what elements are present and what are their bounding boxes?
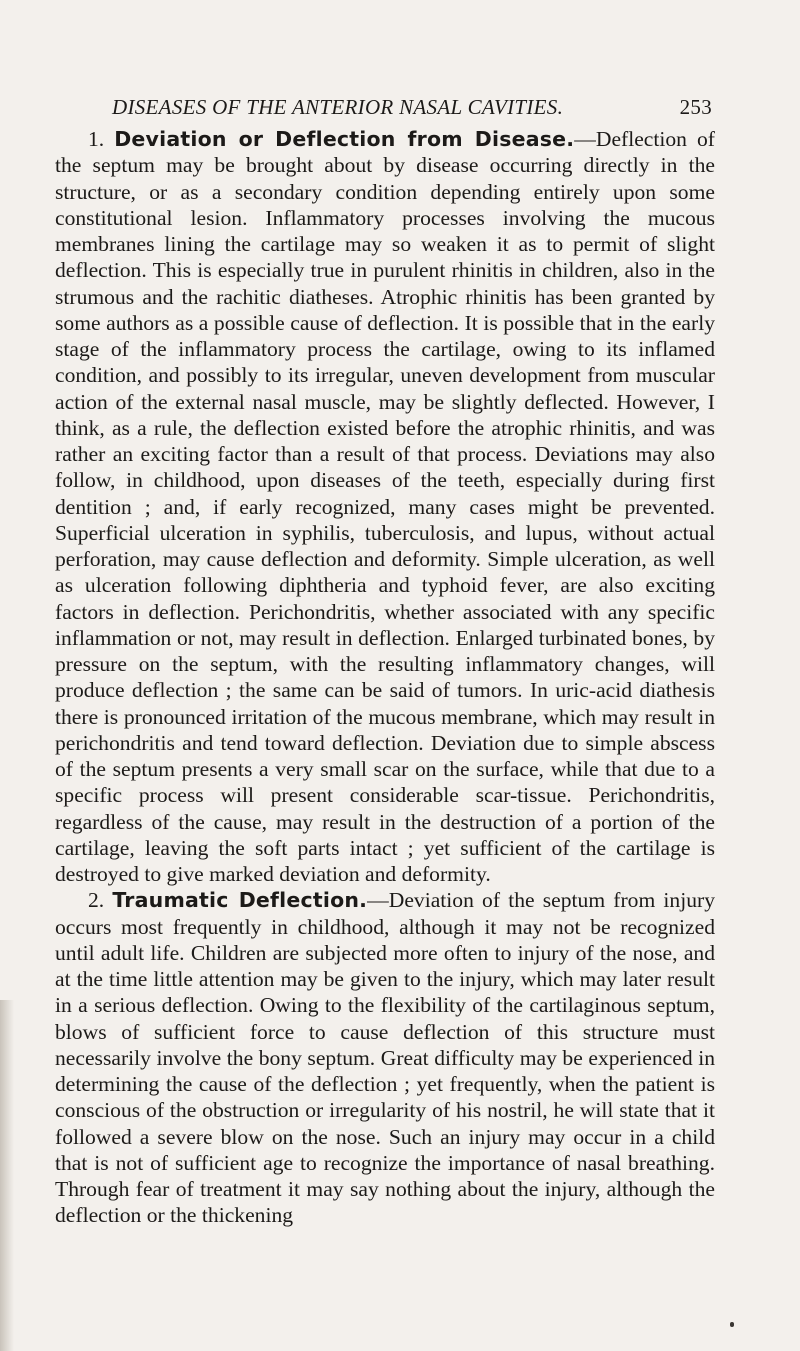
section-heading: Traumatic Deflection.	[112, 888, 368, 913]
page-number: 253	[679, 95, 712, 119]
heading-dash: —	[574, 127, 596, 151]
heading-dash: —	[367, 888, 389, 913]
section-number: 1.	[88, 127, 105, 151]
section-text: Deflection of the septum may be brought about by disease occurring directly in the structure, or as a secondary condition depending entirely upon some constitutional lesion. Inflammatory processes involving the mucous membranes lining the cartilage may so weaken it as to permit of slight deflection. This is especially true in purulent rhinitis in children, also in the strumous and the rachitic diatheses. Atrophic rhinitis has been granted by some authors as a possible cause of deflection. It is possible that in the early stage of the inflammatory process the cartilage, owing to its inflamed condition, and possibly to its irregular, uneven development from muscular action of the external nasal muscle, may be slightly deflected. However, I think, as a rule, the deflection existed before the atrophic rhinitis, and was rather an exciting factor than a result of that process. Deviations may also follow, in childhood, upon diseases of the teeth, especially during first dentition ; and, if early recognized, many cases might be prevented. Superficial ulceration in syphilis, tuberculosis, and lupus, without actual perforation, may cause deflection and deformity. Simple ulceration, as well as ulceration following diphtheria and typhoid fever, are also exciting factors in deflection. Perichondritis, whether associated with any specific inflammation or not, may result in deflection. Enlarged turbinated bones, by pressure on the septum, with the resulting inflammatory changes, will produce deflection ; the same can be said of tumors. In uric-acid diathesis there is pronounced irritation of the mucous membrane, which may result in perichondritis and tend toward deflection. Deviation due to simple abscess of the septum presents a very small scar on the surface, while that due to a specific process will present considerable scar-tissue. Perichondritis, regardless of the cause, may result in the destruction of a portion of the cartilage, leaving the soft parts intact ; yet sufficient of the cartilage is destroyed to give marked deviation and deformity.	[55, 127, 715, 886]
section-paragraph-2	[55, 887, 715, 1228]
running-header	[112, 94, 712, 120]
section-heading: Deviation or Deflection from Disease.	[114, 127, 575, 151]
section-text: Deviation of the septum from injury occurs most frequently in childhood, although it may not be recognized until adult life. Children are subjected more often to injury of the nose, and at the time little attention may be given to the injury, which may later result in a serious deflection. Owing to the flexibility of the cartilaginous septum, blows of sufficient force to cause deflection of this structure must necessarily involve the bony septum. Great difficulty may be experienced in determining the cause of the deflection ; yet frequently, when the patient is conscious of the obstruction or irregularity of his nostril, he will state that it followed a severe blow on the nose. Such an injury may occur in a child that is not of sufficient age to recognize the importance of nasal breathing. Through fear of treatment it may say nothing about the injury, although the deflection or the thickening	[55, 888, 715, 1228]
body-text	[55, 126, 715, 1229]
ink-speck	[730, 1322, 734, 1327]
section-number: 2.	[88, 888, 105, 913]
page-edge-shadow	[0, 1000, 14, 1351]
section-paragraph-1	[55, 126, 715, 887]
running-title: DISEASES OF THE ANTERIOR NASAL CAVITIES.	[112, 95, 564, 119]
